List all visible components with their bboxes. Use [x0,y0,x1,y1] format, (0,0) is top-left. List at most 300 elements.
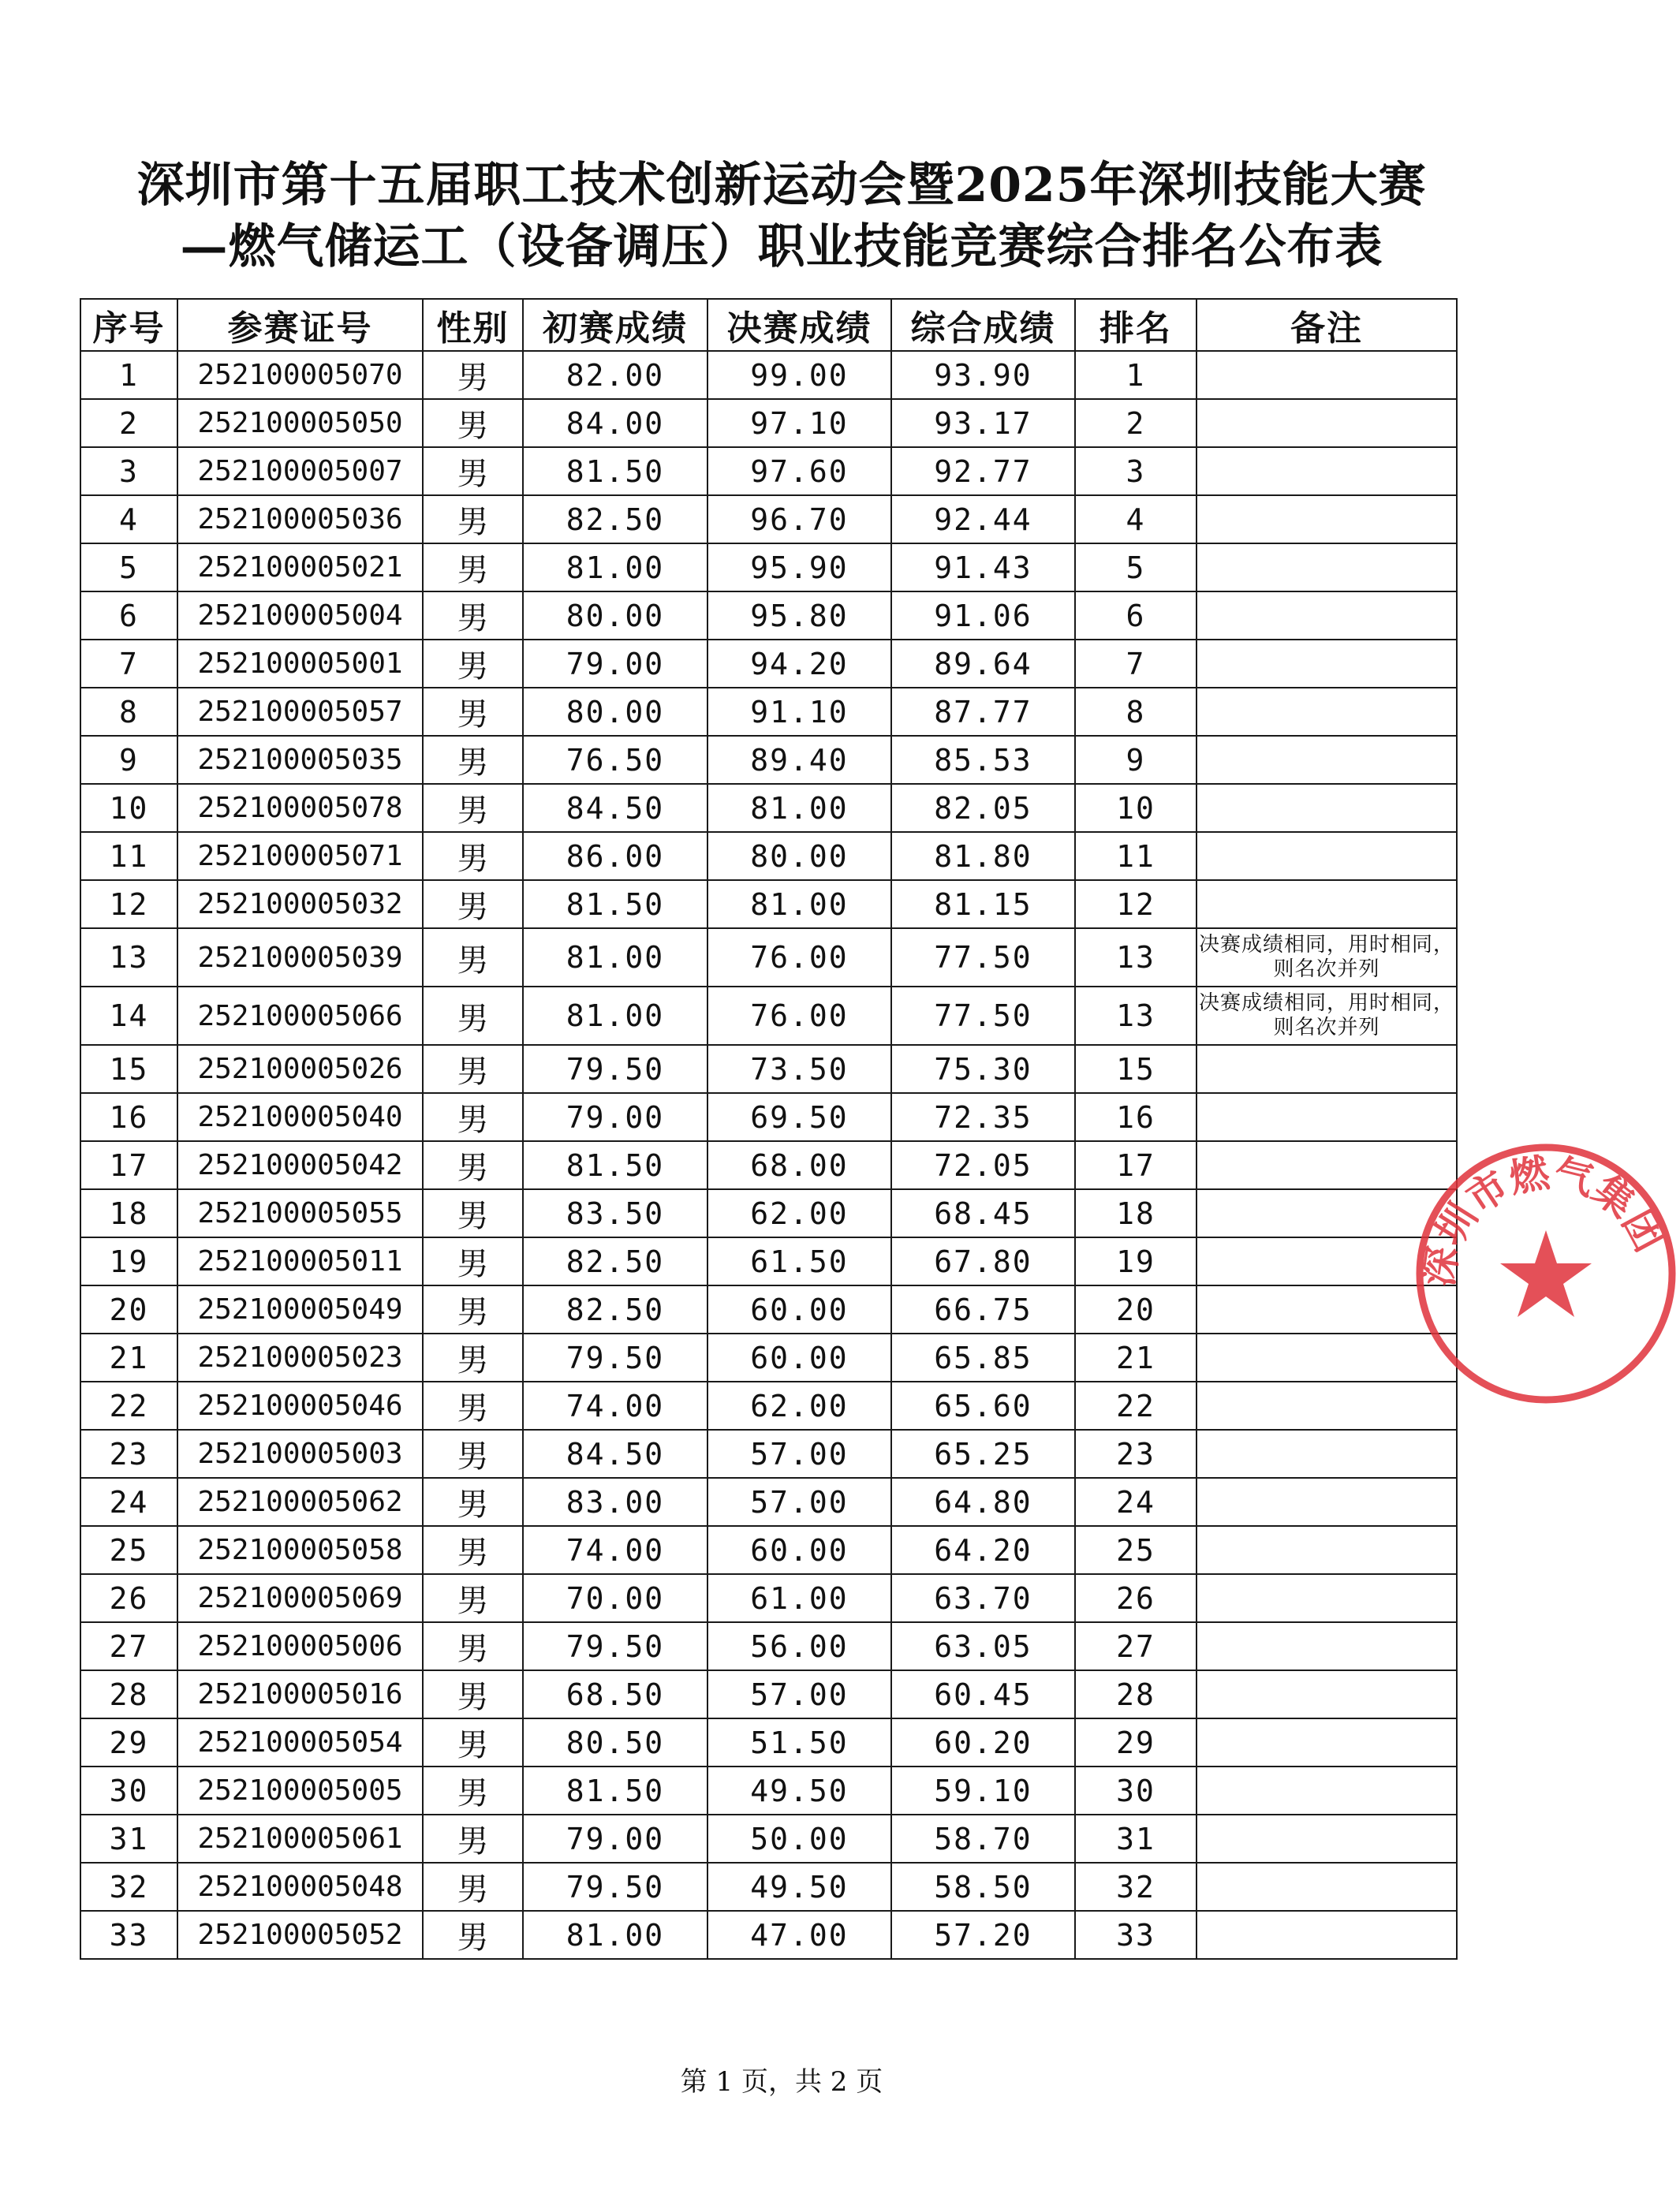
table-row [80,784,1457,832]
table-header-row [80,299,1457,351]
cell-no: 24 [80,1478,177,1526]
table-row [80,543,1457,591]
cell-final: 68.00 [707,1141,891,1189]
cell-id: 252100005050 [177,399,423,447]
cell-final: 57.00 [707,1430,891,1478]
cell-no: 32 [80,1863,177,1911]
cell-note [1197,784,1457,832]
table-row [80,1718,1457,1767]
cell-id: 252100005036 [177,495,423,543]
cell-final: 56.00 [707,1622,891,1670]
cell-gender: 男 [423,1718,523,1767]
table-row [80,1237,1457,1285]
cell-gender: 男 [423,1815,523,1863]
table-row [80,1767,1457,1815]
cell-no: 3 [80,447,177,495]
cell-no: 28 [80,1670,177,1718]
table-row [80,1911,1457,1959]
cell-prelim: 76.50 [523,736,707,784]
cell-gender: 男 [423,1093,523,1141]
cell-total: 82.05 [891,784,1075,832]
cell-rank: 3 [1075,447,1197,495]
cell-id: 252100005066 [177,987,423,1045]
table-row [80,351,1457,399]
table-row [80,1382,1457,1430]
cell-total: 58.50 [891,1863,1075,1911]
cell-gender: 男 [423,1285,523,1334]
cell-final: 76.00 [707,928,891,987]
cell-id: 252100005006 [177,1622,423,1670]
cell-total: 65.85 [891,1334,1075,1382]
cell-prelim: 84.50 [523,1430,707,1478]
cell-final: 81.00 [707,784,891,832]
cell-final: 91.10 [707,688,891,736]
cell-id: 252100005007 [177,447,423,495]
cell-note [1197,591,1457,640]
cell-gender: 男 [423,987,523,1045]
cell-note [1197,1285,1457,1334]
cell-no: 26 [80,1574,177,1622]
table-row [80,1093,1457,1141]
table-row [80,1622,1457,1670]
cell-total: 72.35 [891,1093,1075,1141]
cell-rank: 13 [1075,928,1197,987]
cell-no: 14 [80,987,177,1045]
cell-total: 60.20 [891,1718,1075,1767]
cell-gender: 男 [423,351,523,399]
cell-note: 决赛成绩相同，用时相同，则名次并列 [1197,928,1457,987]
cell-id: 252100005055 [177,1189,423,1237]
cell-id: 252100005054 [177,1718,423,1767]
cell-gender: 男 [423,1430,523,1478]
cell-id: 252100005039 [177,928,423,987]
cell-note [1197,1189,1457,1237]
cell-rank: 23 [1075,1430,1197,1478]
cell-prelim: 81.50 [523,447,707,495]
cell-prelim: 79.50 [523,1334,707,1382]
cell-no: 21 [80,1334,177,1382]
cell-final: 62.00 [707,1189,891,1237]
cell-total: 57.20 [891,1911,1075,1959]
cell-id: 252100005078 [177,784,423,832]
cell-prelim: 79.00 [523,1093,707,1141]
cell-no: 11 [80,832,177,880]
cell-rank: 28 [1075,1670,1197,1718]
cell-total: 81.80 [891,832,1075,880]
cell-gender: 男 [423,1622,523,1670]
cell-prelim: 81.00 [523,928,707,987]
table-row [80,1574,1457,1622]
cell-final: 49.50 [707,1767,891,1815]
cell-id: 252100005070 [177,351,423,399]
cell-no: 9 [80,736,177,784]
cell-rank: 31 [1075,1815,1197,1863]
cell-gender: 男 [423,1911,523,1959]
seal-text: 深圳市燃气集团 [1414,1148,1674,1289]
cell-total: 64.80 [891,1478,1075,1526]
cell-gender: 男 [423,688,523,736]
cell-note [1197,1478,1457,1526]
cell-id: 252100005023 [177,1334,423,1382]
cell-gender: 男 [423,880,523,928]
cell-final: 97.10 [707,399,891,447]
cell-final: 81.00 [707,880,891,928]
cell-final: 51.50 [707,1718,891,1767]
cell-id: 252100005005 [177,1767,423,1815]
cell-prelim: 79.00 [523,1815,707,1863]
cell-prelim: 81.50 [523,1141,707,1189]
cell-total: 81.15 [891,880,1075,928]
table-row [80,1815,1457,1863]
cell-id: 252100005049 [177,1285,423,1334]
cell-gender: 男 [423,1767,523,1815]
cell-no: 27 [80,1622,177,1670]
cell-note [1197,447,1457,495]
cell-total: 87.77 [891,688,1075,736]
cell-final: 69.50 [707,1093,891,1141]
cell-prelim: 79.50 [523,1863,707,1911]
cell-final: 97.60 [707,447,891,495]
table-row [80,1334,1457,1382]
cell-final: 95.90 [707,543,891,591]
cell-prelim: 80.00 [523,591,707,640]
cell-gender: 男 [423,640,523,688]
table-row [80,399,1457,447]
cell-gender: 男 [423,543,523,591]
cell-no: 17 [80,1141,177,1189]
cell-note [1197,832,1457,880]
cell-rank: 16 [1075,1093,1197,1141]
cell-total: 75.30 [891,1045,1075,1093]
cell-prelim: 68.50 [523,1670,707,1718]
cell-total: 65.25 [891,1430,1075,1478]
table-row [80,1189,1457,1237]
cell-id: 252100005058 [177,1526,423,1574]
cell-final: 76.00 [707,987,891,1045]
cell-id: 252100005071 [177,832,423,880]
cell-gender: 男 [423,1237,523,1285]
cell-note [1197,1045,1457,1093]
table-row [80,447,1457,495]
cell-prelim: 81.50 [523,1767,707,1815]
cell-note [1197,640,1457,688]
cell-prelim: 81.50 [523,880,707,928]
cell-prelim: 82.00 [523,351,707,399]
cell-total: 67.80 [891,1237,1075,1285]
cell-note: 决赛成绩相同，用时相同，则名次并列 [1197,987,1457,1045]
cell-prelim: 81.00 [523,1911,707,1959]
cell-gender: 男 [423,928,523,987]
cell-final: 60.00 [707,1334,891,1382]
cell-rank: 1 [1075,351,1197,399]
cell-no: 15 [80,1045,177,1093]
cell-gender: 男 [423,1574,523,1622]
cell-no: 19 [80,1237,177,1285]
cell-note [1197,543,1457,591]
cell-note [1197,688,1457,736]
star-icon [1500,1230,1592,1317]
cell-total: 63.05 [891,1622,1075,1670]
cell-no: 33 [80,1911,177,1959]
header-rank: 排名 [1075,299,1197,351]
table-row [80,1478,1457,1526]
cell-total: 77.50 [891,987,1075,1045]
header-total: 综合成绩 [891,299,1075,351]
cell-total: 59.10 [891,1767,1075,1815]
cell-final: 60.00 [707,1285,891,1334]
cell-no: 10 [80,784,177,832]
cell-id: 252100005052 [177,1911,423,1959]
header-note: 备注 [1197,299,1457,351]
cell-note [1197,399,1457,447]
cell-total: 64.20 [891,1526,1075,1574]
cell-no: 20 [80,1285,177,1334]
cell-final: 94.20 [707,640,891,688]
cell-no: 2 [80,399,177,447]
document-title-line-2: —燃气储运工（设备调压）职业技能竞赛综合排名公布表 [180,219,1383,274]
table-row [80,987,1457,1045]
cell-total: 92.77 [891,447,1075,495]
cell-gender: 男 [423,447,523,495]
cell-gender: 男 [423,1334,523,1382]
cell-note [1197,1911,1457,1959]
cell-prelim: 70.00 [523,1574,707,1622]
cell-rank: 19 [1075,1237,1197,1285]
cell-total: 93.17 [891,399,1075,447]
cell-id: 252100005032 [177,880,423,928]
cell-total: 91.43 [891,543,1075,591]
header-id: 参赛证号 [177,299,423,351]
table-row [80,1141,1457,1189]
cell-total: 72.05 [891,1141,1075,1189]
cell-no: 7 [80,640,177,688]
cell-note [1197,351,1457,399]
cell-id: 252100005040 [177,1093,423,1141]
cell-prelim: 79.50 [523,1622,707,1670]
cell-prelim: 82.50 [523,1285,707,1334]
cell-rank: 13 [1075,987,1197,1045]
cell-no: 4 [80,495,177,543]
cell-final: 50.00 [707,1815,891,1863]
table-row [80,495,1457,543]
cell-note [1197,1622,1457,1670]
cell-final: 73.50 [707,1045,891,1093]
cell-rank: 6 [1075,591,1197,640]
cell-no: 5 [80,543,177,591]
cell-note [1197,1718,1457,1767]
cell-total: 68.45 [891,1189,1075,1237]
cell-prelim: 84.50 [523,784,707,832]
cell-final: 96.70 [707,495,891,543]
cell-id: 252100005069 [177,1574,423,1622]
cell-note [1197,1863,1457,1911]
cell-rank: 9 [1075,736,1197,784]
cell-id: 252100005003 [177,1430,423,1478]
cell-rank: 10 [1075,784,1197,832]
table-row [80,880,1457,928]
cell-rank: 17 [1075,1141,1197,1189]
cell-no: 18 [80,1189,177,1237]
cell-total: 60.45 [891,1670,1075,1718]
table-row [80,640,1457,688]
cell-prelim: 81.00 [523,987,707,1045]
cell-id: 252100005016 [177,1670,423,1718]
cell-prelim: 82.50 [523,1237,707,1285]
ranking-table [80,298,1458,1960]
cell-no: 16 [80,1093,177,1141]
cell-id: 252100005042 [177,1141,423,1189]
cell-rank: 12 [1075,880,1197,928]
cell-gender: 男 [423,784,523,832]
table-row [80,736,1457,784]
cell-note [1197,1767,1457,1815]
table-row [80,1526,1457,1574]
cell-final: 95.80 [707,591,891,640]
cell-final: 60.00 [707,1526,891,1574]
cell-rank: 5 [1075,543,1197,591]
cell-rank: 32 [1075,1863,1197,1911]
cell-prelim: 80.50 [523,1718,707,1767]
cell-total: 85.53 [891,736,1075,784]
cell-prelim: 81.00 [523,543,707,591]
cell-final: 47.00 [707,1911,891,1959]
cell-no: 25 [80,1526,177,1574]
cell-rank: 21 [1075,1334,1197,1382]
cell-final: 99.00 [707,351,891,399]
table-row [80,928,1457,987]
cell-note [1197,1526,1457,1574]
page-footer: 第 1 页，共 2 页 [680,2066,883,2098]
cell-final: 57.00 [707,1670,891,1718]
cell-note [1197,1237,1457,1285]
cell-no: 8 [80,688,177,736]
cell-rank: 7 [1075,640,1197,688]
cell-no: 13 [80,928,177,987]
cell-final: 61.50 [707,1237,891,1285]
cell-note [1197,1430,1457,1478]
cell-total: 58.70 [891,1815,1075,1863]
cell-prelim: 83.50 [523,1189,707,1237]
cell-note [1197,880,1457,928]
cell-rank: 26 [1075,1574,1197,1622]
cell-final: 89.40 [707,736,891,784]
cell-gender: 男 [423,1045,523,1093]
cell-gender: 男 [423,495,523,543]
table-row [80,1670,1457,1718]
cell-note [1197,1093,1457,1141]
cell-rank: 33 [1075,1911,1197,1959]
cell-rank: 30 [1075,1767,1197,1815]
table-row [80,1045,1457,1093]
cell-gender: 男 [423,591,523,640]
cell-rank: 20 [1075,1285,1197,1334]
cell-rank: 27 [1075,1622,1197,1670]
cell-id: 252100005061 [177,1815,423,1863]
cell-no: 31 [80,1815,177,1863]
cell-note [1197,1670,1457,1718]
cell-gender: 男 [423,1189,523,1237]
cell-total: 91.06 [891,591,1075,640]
cell-total: 77.50 [891,928,1075,987]
cell-note [1197,1574,1457,1622]
cell-id: 252100005021 [177,543,423,591]
header-final: 决赛成绩 [707,299,891,351]
table-body [80,351,1457,1959]
cell-id: 252100005057 [177,688,423,736]
cell-id: 252100005001 [177,640,423,688]
table-row [80,1430,1457,1478]
cell-final: 62.00 [707,1382,891,1430]
cell-id: 252100005046 [177,1382,423,1430]
cell-prelim: 79.50 [523,1045,707,1093]
cell-total: 92.44 [891,495,1075,543]
table-row [80,591,1457,640]
cell-rank: 8 [1075,688,1197,736]
cell-note [1197,1815,1457,1863]
table-row [80,1863,1457,1911]
cell-no: 1 [80,351,177,399]
cell-final: 49.50 [707,1863,891,1911]
cell-rank: 15 [1075,1045,1197,1093]
cell-prelim: 74.00 [523,1382,707,1430]
cell-rank: 24 [1075,1478,1197,1526]
cell-prelim: 80.00 [523,688,707,736]
cell-rank: 25 [1075,1526,1197,1574]
table-row [80,832,1457,880]
cell-gender: 男 [423,399,523,447]
cell-note [1197,495,1457,543]
cell-rank: 4 [1075,495,1197,543]
cell-id: 252100005035 [177,736,423,784]
cell-prelim: 83.00 [523,1478,707,1526]
cell-prelim: 79.00 [523,640,707,688]
cell-no: 29 [80,1718,177,1767]
header-no: 序号 [80,299,177,351]
cell-gender: 男 [423,1670,523,1718]
cell-total: 89.64 [891,640,1075,688]
cell-id: 252100005004 [177,591,423,640]
cell-no: 6 [80,591,177,640]
table-row [80,688,1457,736]
cell-id: 252100005048 [177,1863,423,1911]
cell-gender: 男 [423,1141,523,1189]
document-title-line-1: 深圳市第十五届职工技术创新运动会暨2025年深圳技能大赛 [136,158,1427,213]
cell-final: 80.00 [707,832,891,880]
cell-gender: 男 [423,1382,523,1430]
cell-rank: 11 [1075,832,1197,880]
cell-rank: 29 [1075,1718,1197,1767]
cell-final: 61.00 [707,1574,891,1622]
cell-gender: 男 [423,736,523,784]
cell-note [1197,736,1457,784]
cell-rank: 18 [1075,1189,1197,1237]
cell-gender: 男 [423,1478,523,1526]
cell-no: 23 [80,1430,177,1478]
cell-gender: 男 [423,832,523,880]
cell-total: 93.90 [891,351,1075,399]
cell-prelim: 84.00 [523,399,707,447]
cell-gender: 男 [423,1863,523,1911]
cell-id: 252100005011 [177,1237,423,1285]
cell-note [1197,1334,1457,1382]
header-prelim: 初赛成绩 [523,299,707,351]
cell-gender: 男 [423,1526,523,1574]
cell-no: 30 [80,1767,177,1815]
cell-total: 63.70 [891,1574,1075,1622]
cell-id: 252100005026 [177,1045,423,1093]
cell-prelim: 74.00 [523,1526,707,1574]
cell-id: 252100005062 [177,1478,423,1526]
